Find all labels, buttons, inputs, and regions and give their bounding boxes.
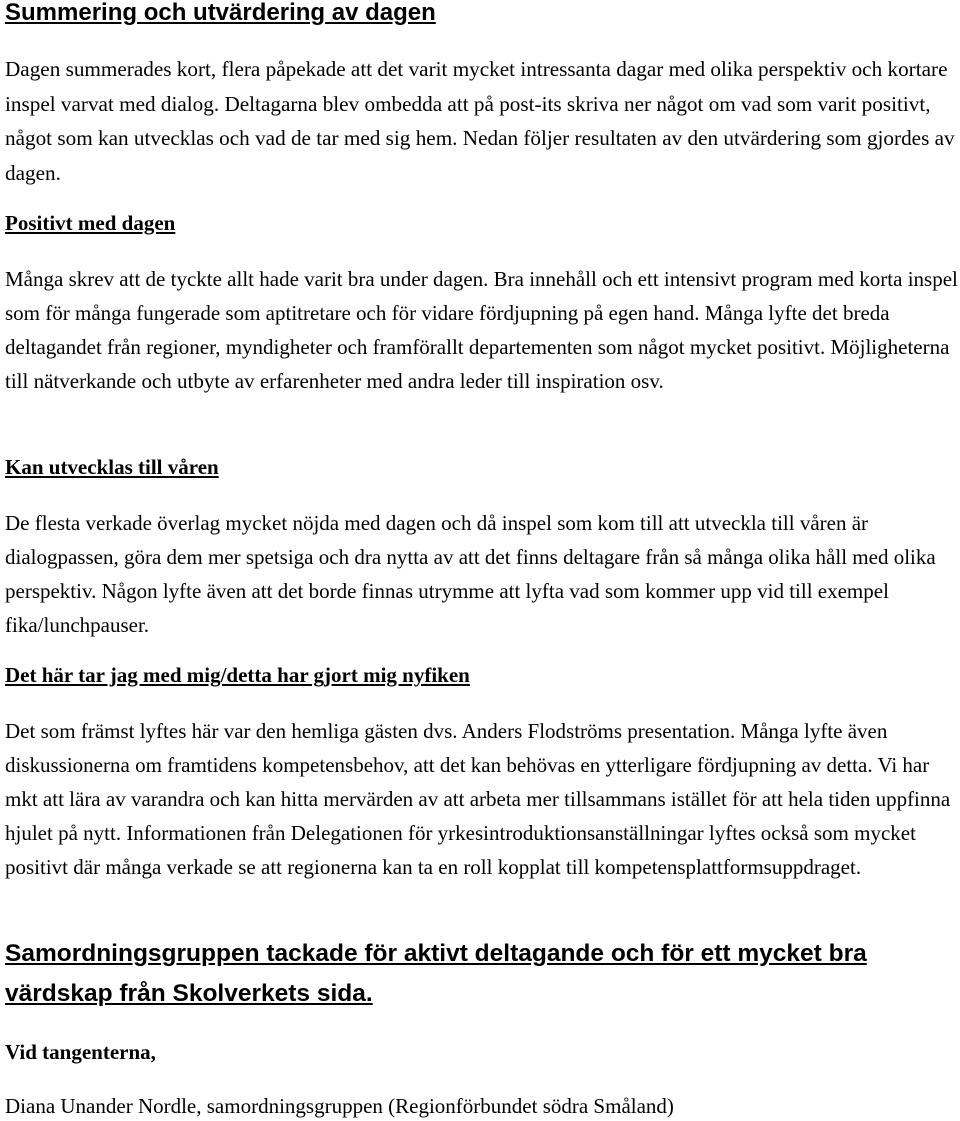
page-title: Summering och utvärdering av dagen	[5, 0, 436, 26]
intro-paragraph: Dagen summerades kort, flera påpekade att det varit mycket intressanta dagar med olika perspektiv och kortare inspel varvat med dialog. Deltagarna blev ombedda att på post-its skriva ner något om vad som varit positivt, något som kan utvecklas och vad de tar med sig hem. Nedan följer resultaten av den utvärdering som gjordes av dagen.	[5, 57, 955, 185]
section-body-improve: De flesta verkade överlag mycket nöjda med dagen och då inspel som kom till att utveckla till våren är dialogpassen, göra dem mer spetsiga och dra nytta av att det finns deltagare från så många olika håll med olika perspektiv. Någon lyfte även att det borde finnas utrymme att lyfta vad som kommer upp vid till exempel fika/lunchpauser.	[5, 511, 936, 637]
section-heading-takeaway: Det här tar jag med mig/detta har gjort mig nyfiken	[5, 663, 470, 687]
section-heading-positive: Positivt med dagen	[5, 211, 176, 235]
author-signature: Diana Unander Nordle, samordningsgruppen (Regionförbundet södra Småland)	[5, 1094, 674, 1118]
closing-heading: Samordningsgruppen tackade för aktivt deltagande och för ett mycket bra värdskap från Skolverkets sida.	[5, 940, 867, 1007]
section-body-positive: Många skrev att de tyckte allt hade varit bra under dagen. Bra innehåll och ett intensivt program med korta inspel som för många fungerade som aptitretare och för vidare fördjupning på egen hand. Många lyfte det breda deltagandet från regioner, myndigheter och framförallt departementen som något mycket positivt. Möjligheterna till nätverkande och utbyte av erfarenheter med andra leder till inspiration osv.	[5, 267, 958, 393]
section-body-takeaway: Det som främst lyftes här var den hemliga gästen dvs. Anders Flodströms presentation. Många lyfte även diskussionerna om framtidens kompetensbehov, att det kan behövas en ytterligare fördjupning av detta. Vi har mkt att lära av varandra och kan hitta mervärden av att arbeta mer tillsammans istället för att hela tiden uppfinna hjulet på nytt. Informationen från Delegationen för yrkesintroduktionsanställningar lyftes också som mycket positivt där många verkade se att regionerna kan ta en roll kopplat till kompetensplattformsuppdraget.	[5, 719, 951, 879]
section-heading-improve: Kan utvecklas till våren	[5, 455, 219, 479]
signoff-label: Vid tangenterna,	[5, 1040, 156, 1064]
